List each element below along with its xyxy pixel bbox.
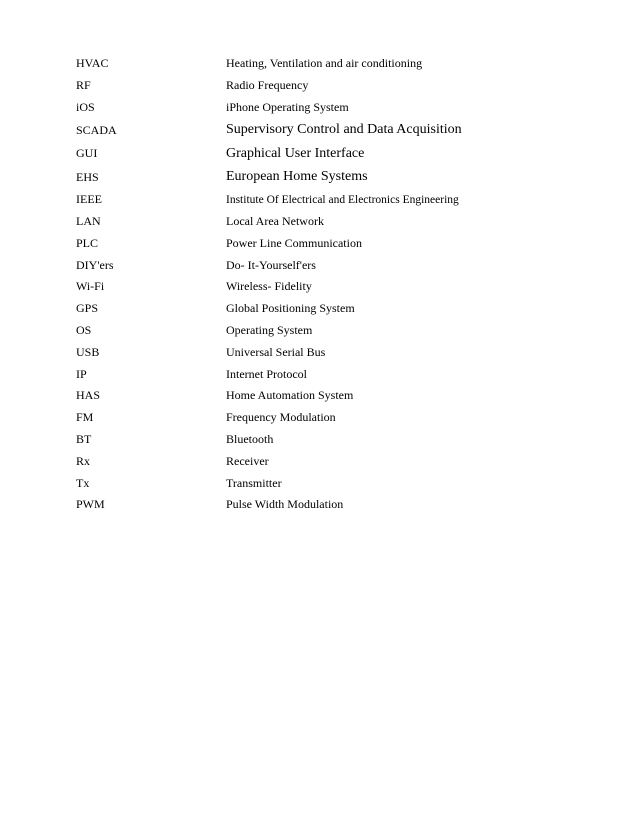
abbreviation: IP bbox=[76, 366, 87, 381]
abbreviation: iOS bbox=[76, 99, 95, 114]
abbreviation-meaning: European Home Systems bbox=[226, 169, 368, 185]
abbreviation-meaning: Do- It-Yourself'ers bbox=[226, 257, 316, 272]
abbreviation: OS bbox=[76, 323, 92, 338]
abbreviation: PWM bbox=[76, 497, 105, 512]
abbreviation: PLC bbox=[76, 235, 99, 250]
abbreviation: IEEE bbox=[76, 192, 102, 207]
abbreviation-meaning: Pulse Width Modulation bbox=[226, 497, 344, 512]
abbreviation-meaning: Universal Serial Bus bbox=[226, 344, 326, 359]
abbreviation-row bbox=[76, 75, 496, 97]
abbreviation: HAS bbox=[76, 388, 101, 403]
abbreviations-table bbox=[76, 53, 496, 516]
abbreviation-row bbox=[76, 407, 496, 429]
abbreviation-row bbox=[76, 494, 496, 516]
abbreviation: USB bbox=[76, 344, 100, 359]
abbreviation-meaning: Wireless- Fidelity bbox=[226, 279, 312, 294]
abbreviation: Wi-Fi bbox=[76, 279, 105, 294]
abbreviation-row bbox=[76, 320, 496, 342]
abbreviation: HVAC bbox=[76, 56, 109, 71]
abbreviation-row bbox=[76, 298, 496, 320]
abbreviation: FM bbox=[76, 410, 94, 425]
abbreviation-row bbox=[76, 232, 496, 254]
abbreviation-row bbox=[76, 450, 496, 472]
abbreviation-meaning: Receiver bbox=[226, 453, 269, 468]
abbreviation-row bbox=[76, 97, 496, 119]
abbreviation-row bbox=[76, 363, 496, 385]
abbreviation: BT bbox=[76, 432, 92, 447]
abbreviation-meaning: Internet Protocol bbox=[226, 366, 307, 381]
abbreviation-meaning: Supervisory Control and Data Acquisition bbox=[226, 122, 462, 138]
abbreviation: GUI bbox=[76, 146, 98, 161]
abbreviation: EHS bbox=[76, 169, 99, 184]
abbreviation-meaning: Local Area Network bbox=[226, 214, 324, 229]
abbreviation: Rx bbox=[76, 453, 91, 468]
abbreviation-row bbox=[76, 385, 496, 407]
abbreviation-row bbox=[76, 142, 496, 166]
abbreviation: SCADA bbox=[76, 122, 117, 137]
abbreviation: GPS bbox=[76, 301, 99, 316]
abbreviation-row bbox=[76, 165, 496, 189]
abbreviation: DIY'ers bbox=[76, 257, 114, 272]
abbreviation-row bbox=[76, 211, 496, 233]
abbreviation-row bbox=[76, 254, 496, 276]
abbreviation-meaning: Radio Frequency bbox=[226, 78, 309, 93]
abbreviation-meaning: Graphical User Interface bbox=[226, 145, 365, 161]
abbreviation-meaning: Operating System bbox=[226, 323, 313, 338]
abbreviation-meaning: Institute Of Electrical and Electronics Engineering bbox=[226, 193, 459, 206]
abbreviation-meaning: Heating, Ventilation and air conditioning bbox=[226, 56, 423, 71]
abbreviation-meaning: Bluetooth bbox=[226, 432, 274, 447]
abbreviation-meaning: Global Positioning System bbox=[226, 301, 355, 316]
abbreviation-row bbox=[76, 189, 496, 211]
abbreviation-meaning: Transmitter bbox=[226, 475, 282, 490]
abbreviation: Tx bbox=[76, 475, 90, 490]
abbreviation: RF bbox=[76, 78, 91, 93]
abbreviation-row bbox=[76, 341, 496, 363]
abbreviation-row bbox=[76, 53, 496, 75]
abbreviation-meaning: Frequency Modulation bbox=[226, 410, 336, 425]
abbreviation-row bbox=[76, 276, 496, 298]
abbreviation-meaning: Home Automation System bbox=[226, 388, 354, 403]
abbreviation-meaning: iPhone Operating System bbox=[226, 99, 349, 114]
abbreviation-meaning: Power Line Communication bbox=[226, 235, 362, 250]
abbreviation-row bbox=[76, 429, 496, 451]
abbreviation-row bbox=[76, 118, 496, 142]
abbreviation: LAN bbox=[76, 214, 101, 229]
abbreviation-row bbox=[76, 472, 496, 494]
